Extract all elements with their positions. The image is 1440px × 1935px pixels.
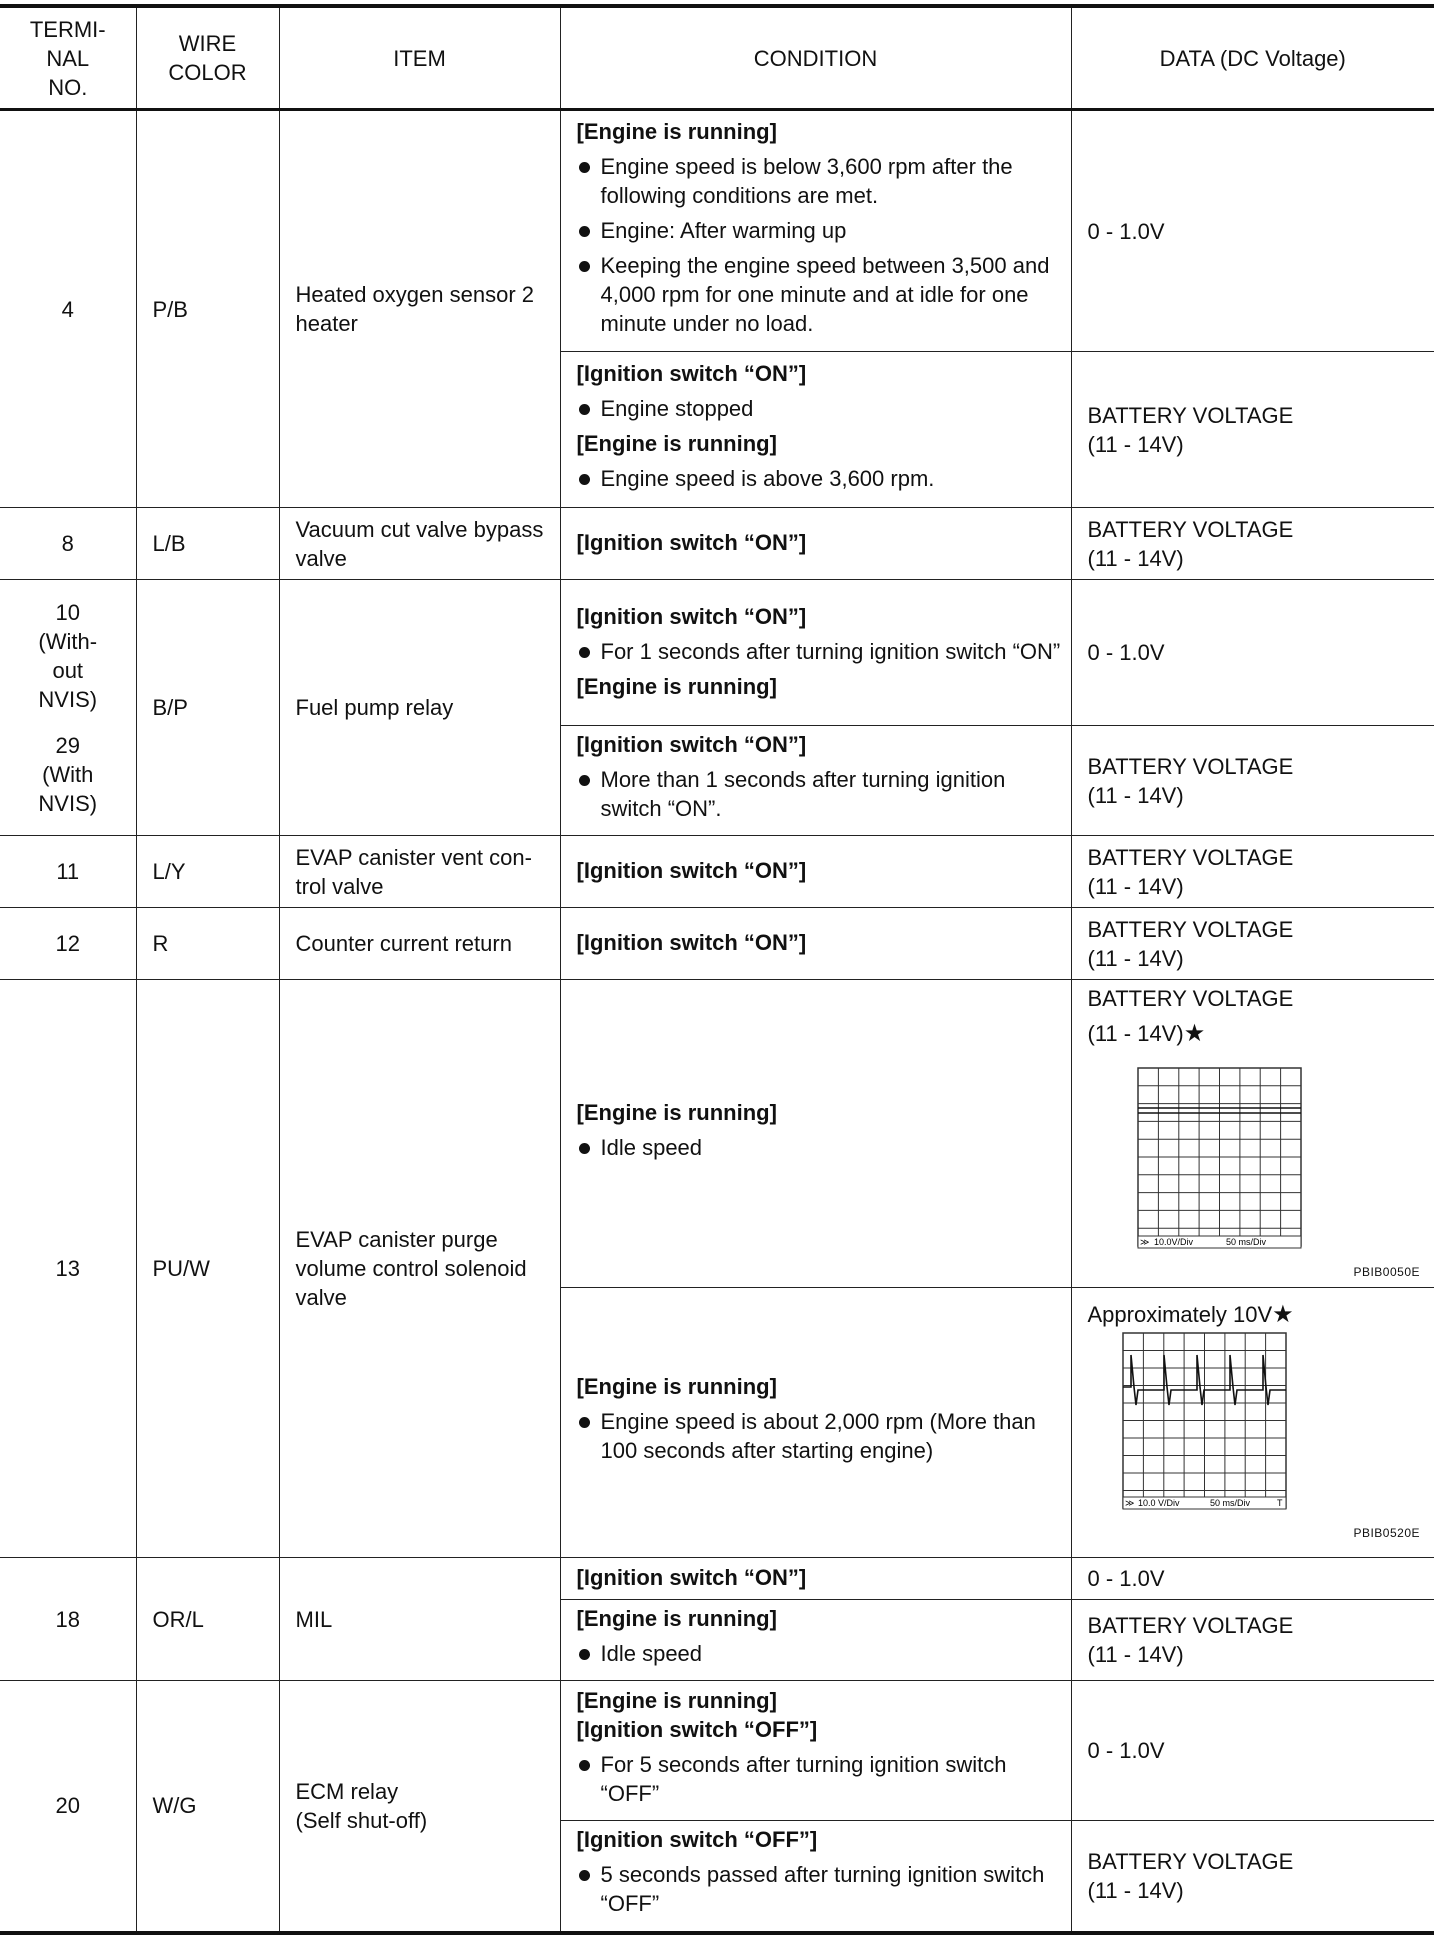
condition-bullet: Idle speed (577, 1133, 1061, 1162)
data-line: (11 - 14V) (1087, 1642, 1184, 1667)
condition-heading: [Engine is running] (576, 1374, 777, 1399)
condition-bullet: Engine speed is about 2,000 rpm (More than 100 seconds after starting engine) (577, 1407, 1061, 1465)
condition-heading: [Ignition switch “ON”] (576, 732, 807, 757)
terminal-line: NVIS) (38, 686, 98, 712)
condition-heading: [Engine is running] (576, 118, 777, 144)
terminal-line: 29 (55, 732, 80, 758)
item-name: EVAP canister purge volume control solenoid valve (279, 980, 560, 1558)
item-line: (Self shut-off) (295, 1807, 428, 1833)
header-data: DATA (DC Voltage) (1071, 6, 1434, 110)
table-row (0, 1681, 1434, 1821)
condition-heading: [Ignition switch “ON”] (576, 604, 807, 629)
data-line: BATTERY VOLTAGE (1087, 1848, 1294, 1874)
terminal-no: 11 (0, 836, 136, 908)
data-value: 0 - 1.0V (1071, 1558, 1434, 1600)
data-line: (11 - 14V) (1087, 1021, 1184, 1046)
figure-code: PBIB0520E (1353, 1526, 1420, 1540)
condition-cell (560, 1600, 1071, 1681)
table-row (0, 508, 1434, 580)
condition-cell (560, 1558, 1071, 1600)
table-row (0, 1558, 1434, 1600)
table-row (0, 580, 1434, 726)
terminal-line: (With- (38, 628, 98, 654)
condition-bullet: Idle speed (577, 1639, 1061, 1668)
data-line: BATTERY VOLTAGE (1087, 844, 1294, 870)
data-line: (11 - 14V) (1087, 545, 1184, 571)
terminal-no: 4 (0, 110, 136, 508)
terminal-line: 10 (55, 599, 80, 625)
condition-cell (560, 1288, 1071, 1558)
condition-heading: [Ignition switch “ON”] (576, 360, 807, 386)
data-value: 0 - 1.0V (1071, 110, 1434, 352)
star-icon: ★ (1272, 1301, 1294, 1328)
scale-arrow-icon: ≫ (1139, 1237, 1149, 1247)
item-line: ECM relay (295, 1778, 399, 1804)
terminal-no: 18 (0, 1558, 136, 1681)
table-row (0, 836, 1434, 908)
condition-cell (560, 980, 1071, 1288)
condition-cell (560, 580, 1071, 726)
condition-cell (560, 908, 1071, 980)
condition-bullet: Engine stopped (577, 394, 1061, 423)
item-name: Heated oxygen sensor 2 heater (279, 110, 560, 508)
condition-bullet: For 1 seconds after turning ignition switch “ON” (577, 637, 1061, 666)
scope-grid (1138, 1068, 1301, 1246)
scope-time-scale: 50 ms/Div (1225, 1237, 1266, 1247)
header-item: ITEM (279, 6, 560, 110)
data-line: BATTERY VOLTAGE (1087, 916, 1294, 942)
condition-heading: [Ignition switch “ON”] (576, 1565, 807, 1590)
data-value (1071, 908, 1434, 980)
terminal-line: (With (42, 761, 94, 787)
scope-time-scale: 50 ms/Div (1209, 1498, 1250, 1508)
table-row (0, 110, 1434, 352)
scope-grid (1123, 1333, 1286, 1508)
data-line: (11 - 14V) (1087, 873, 1184, 899)
item-name: Vacuum cut valve bypass valve (279, 508, 560, 580)
data-line: (11 - 14V) (1087, 782, 1184, 808)
condition-bullet: More than 1 seconds after turning ignition switch “ON”. (577, 765, 1061, 823)
data-line: Approximately 10V (1087, 1302, 1273, 1327)
condition-heading: [Ignition switch “OFF”] (576, 1827, 818, 1853)
terminal-line: out (52, 657, 84, 683)
oscilloscope-waveform-idle (1088, 1048, 1428, 1258)
item-name: Fuel pump relay (279, 580, 560, 836)
wire-color: L/B (136, 508, 279, 580)
terminal-line: NVIS) (38, 790, 98, 816)
scale-arrow-icon: ≫ (1124, 1498, 1134, 1508)
condition-cell (560, 1821, 1071, 1933)
terminal-no (0, 580, 136, 836)
header-wire-color: WIRE COLOR (136, 6, 279, 110)
data-line: BATTERY VOLTAGE (1087, 402, 1294, 428)
data-line: (11 - 14V) (1087, 1877, 1184, 1903)
data-value: 0 - 1.0V (1071, 1681, 1434, 1821)
wire-color: L/Y (136, 836, 279, 908)
table-row (0, 908, 1434, 980)
data-line: BATTERY VOLTAGE (1087, 1613, 1294, 1638)
condition-bullet: Keeping the engine speed between 3,500 and 4,000 rpm for one minute and at idle for one minute under no load. (577, 251, 1061, 338)
data-line: BATTERY VOLTAGE (1087, 986, 1294, 1011)
star-icon: ★ (1183, 1020, 1206, 1047)
condition-cell (560, 352, 1071, 508)
scope-volt-scale: 10.0V/Div (1153, 1237, 1193, 1247)
oscilloscope-waveform-2000rpm (1088, 1329, 1428, 1519)
condition-bullet: For 5 seconds after turning ignition switch “OFF” (577, 1750, 1061, 1808)
item-name (279, 1681, 560, 1933)
wire-color: P/B (136, 110, 279, 508)
condition-cell (560, 836, 1071, 908)
condition-cell (560, 1681, 1071, 1821)
condition-heading: [Engine is running] (576, 430, 777, 456)
data-value (1071, 352, 1434, 508)
condition-heading: [Engine is running] (576, 1687, 777, 1713)
wire-color: R (136, 908, 279, 980)
ecm-terminal-table (0, 4, 1434, 1935)
wire-color: W/G (136, 1681, 279, 1933)
table-header-row (0, 6, 1434, 110)
wire-color: OR/L (136, 1558, 279, 1681)
scope-trigger-mark: T (1276, 1498, 1282, 1508)
data-value (1071, 980, 1434, 1288)
item-name: Counter current return (279, 908, 560, 980)
condition-heading: [Engine is running] (576, 1606, 777, 1631)
data-value (1071, 726, 1434, 836)
terminal-no: 8 (0, 508, 136, 580)
item-name: EVAP canister vent con-trol valve (279, 836, 560, 908)
item-name: MIL (279, 1558, 560, 1681)
condition-heading: [Engine is running] (576, 674, 777, 699)
condition-bullet: Engine speed is below 3,600 rpm after the following conditions are met. (577, 152, 1061, 210)
data-line: (11 - 14V) (1087, 945, 1184, 971)
condition-cell (560, 508, 1071, 580)
condition-bullet: 5 seconds passed after turning ignition switch “OFF” (577, 1860, 1061, 1918)
data-value (1071, 836, 1434, 908)
wire-color: B/P (136, 580, 279, 836)
terminal-no: 13 (0, 980, 136, 1558)
data-value (1071, 1288, 1434, 1558)
condition-heading: [Ignition switch “OFF”] (576, 1716, 818, 1742)
terminal-no: 20 (0, 1681, 136, 1933)
data-line: BATTERY VOLTAGE (1087, 516, 1294, 542)
data-value (1071, 508, 1434, 580)
data-line: (11 - 14V) (1087, 431, 1184, 457)
data-line: BATTERY VOLTAGE (1087, 753, 1294, 779)
scope-volt-scale: 10.0 V/Div (1137, 1498, 1180, 1508)
condition-bullet: Engine speed is above 3,600 rpm. (577, 464, 1061, 493)
condition-cell (560, 110, 1071, 352)
condition-cell (560, 726, 1071, 836)
data-value: 0 - 1.0V (1071, 580, 1434, 726)
condition-heading: [Ignition switch “ON”] (576, 858, 807, 883)
header-terminal: TERMI- NAL NO. (0, 6, 136, 110)
condition-heading: [Engine is running] (576, 1099, 777, 1125)
terminal-no: 12 (0, 908, 136, 980)
condition-bullet: Engine: After warming up (577, 216, 1061, 245)
condition-heading: [Ignition switch “ON”] (576, 530, 807, 555)
table-row (0, 980, 1434, 1288)
data-value (1071, 1600, 1434, 1681)
data-value (1071, 1821, 1434, 1933)
condition-heading: [Ignition switch “ON”] (576, 930, 807, 955)
wire-color: PU/W (136, 980, 279, 1558)
figure-code: PBIB0050E (1353, 1265, 1420, 1279)
header-condition: CONDITION (560, 6, 1071, 110)
